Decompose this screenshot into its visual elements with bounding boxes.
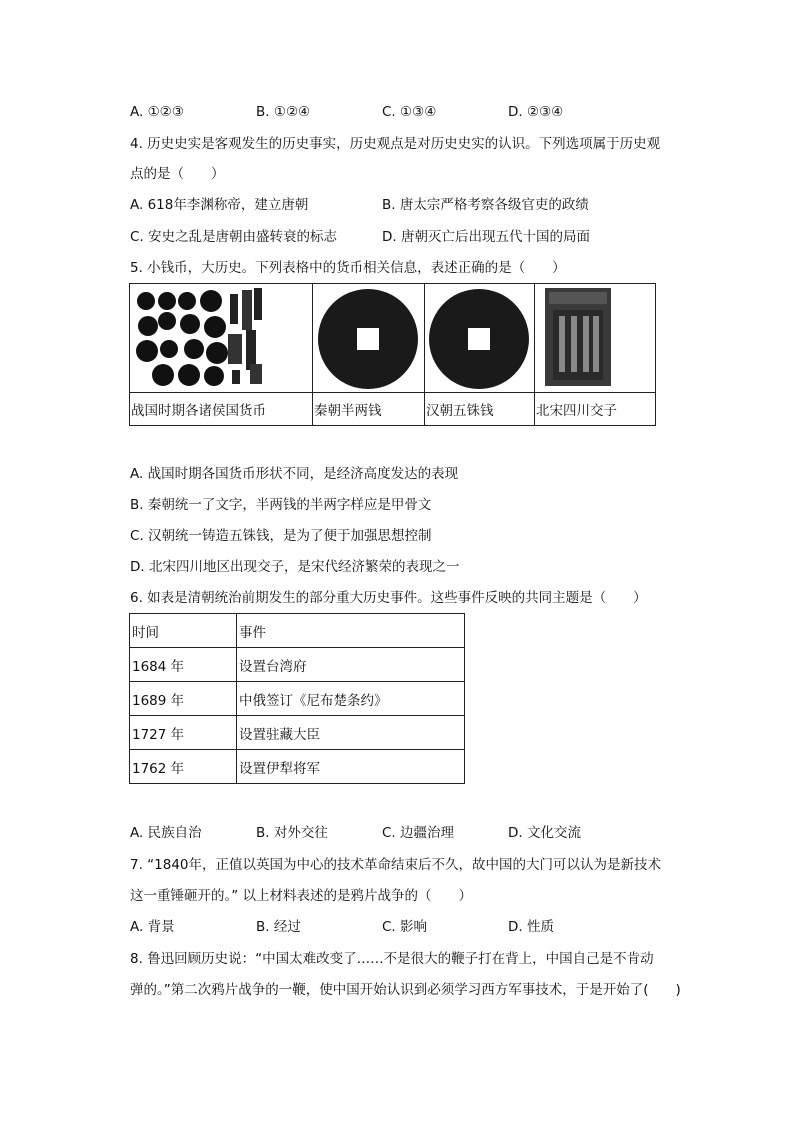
table-row-year: 1727 年 bbox=[130, 716, 237, 750]
q5-option-b: B. 秦朝统一了文字，半两钱的半两字样应是甲骨文 bbox=[130, 497, 432, 513]
q5-currency-table bbox=[129, 283, 656, 426]
q5-option-c: C. 汉朝统一铸造五铢钱，是为了便于加强思想控制 bbox=[130, 528, 432, 544]
q5-caption-han: 汉朝五铢钱 bbox=[425, 393, 535, 426]
qin-banliang-coin-image bbox=[313, 284, 425, 393]
q7-stem-line1: 7. “1840年，正值以英国为中心的技术革命结束后不久，故中国的大门可以认为是新技术 bbox=[130, 857, 662, 873]
q4-option-d: D. 唐朝灭亡后出现五代十国的局面 bbox=[382, 229, 590, 245]
q4-stem-line1: 4. 历史史实是客观发生的历史事实，历史观点是对历史史实的认识。下列选项属于历史观 bbox=[130, 136, 661, 152]
q5-caption-song: 北宋四川交子 bbox=[535, 393, 656, 426]
table-row-event: 设置伊犁将军 bbox=[236, 750, 464, 784]
q6-header-time: 时间 bbox=[130, 614, 237, 648]
q5-caption-warring-states: 战国时期各诸侯国货币 bbox=[130, 393, 313, 426]
table-row-year: 1762 年 bbox=[130, 750, 237, 784]
table-row-year: 1684 年 bbox=[130, 648, 237, 682]
q7-option-b: B. 经过 bbox=[256, 919, 301, 935]
han-wuzhu-coin-image bbox=[425, 284, 535, 393]
table-row-event: 中俄签订《尼布楚条约》 bbox=[236, 682, 464, 716]
q7-option-c: C. 影响 bbox=[382, 919, 428, 935]
q6-option-d: D. 文化交流 bbox=[508, 825, 581, 841]
song-jiaozi-image bbox=[535, 284, 656, 393]
q3-option-c: C. ①③④ bbox=[382, 104, 437, 120]
q5-option-a: A. 战国时期各国货币形状不同，是经济高度发达的表现 bbox=[130, 466, 459, 482]
q6-stem: 6. 如表是清朝统治前期发生的部分重大历史事件。这些事件反映的共同主题是（ ） bbox=[130, 590, 647, 606]
q3-option-b: B. ①②④ bbox=[256, 104, 311, 120]
q4-option-c: C. 安史之乱是唐朝由盛转衰的标志 bbox=[130, 229, 338, 245]
q8-stem-line1: 8. 鲁迅回顾历史说：“中国太难改变了……不是很大的鞭子打在背上，中国自己是不肯动 bbox=[130, 951, 654, 967]
q3-option-d: D. ②③④ bbox=[508, 104, 564, 120]
q5-caption-qin: 秦朝半两钱 bbox=[313, 393, 425, 426]
table-row-event: 设置驻藏大臣 bbox=[236, 716, 464, 750]
q4-option-b: B. 唐太宗严格考察各级官吏的政绩 bbox=[382, 197, 589, 213]
q7-option-d: D. 性质 bbox=[508, 919, 554, 935]
table-row-event: 设置台湾府 bbox=[236, 648, 464, 682]
q8-stem-line2: 弹的。”第二次鸦片战争的一鞭，使中国开始认识到必须学习西方军事技术，于是开始了( ) bbox=[130, 982, 681, 998]
q5-stem: 5. 小钱币，大历史。下列表格中的货币相关信息，表述正确的是（ ） bbox=[130, 260, 566, 276]
q6-option-b: B. 对外交往 bbox=[256, 825, 328, 841]
q7-option-a: A. 背景 bbox=[130, 919, 175, 935]
q6-events-table bbox=[129, 613, 465, 784]
q5-option-d: D. 北宋四川地区出现交子，是宋代经济繁荣的表现之一 bbox=[130, 559, 460, 575]
q4-option-a: A. 618年李渊称帝，建立唐朝 bbox=[130, 197, 309, 213]
q6-option-c: C. 边疆治理 bbox=[382, 825, 455, 841]
warring-states-coins-image bbox=[130, 284, 313, 393]
q4-stem-line2: 点的是（ ） bbox=[130, 166, 225, 182]
q6-option-a: A. 民族自治 bbox=[130, 825, 202, 841]
table-row-year: 1689 年 bbox=[130, 682, 237, 716]
q6-header-event: 事件 bbox=[236, 614, 464, 648]
q3-option-a: A. ①②③ bbox=[130, 104, 184, 120]
q7-stem-line2: 这一重锤砸开的。” 以上材料表述的是鸦片战争的（ ） bbox=[130, 888, 473, 904]
